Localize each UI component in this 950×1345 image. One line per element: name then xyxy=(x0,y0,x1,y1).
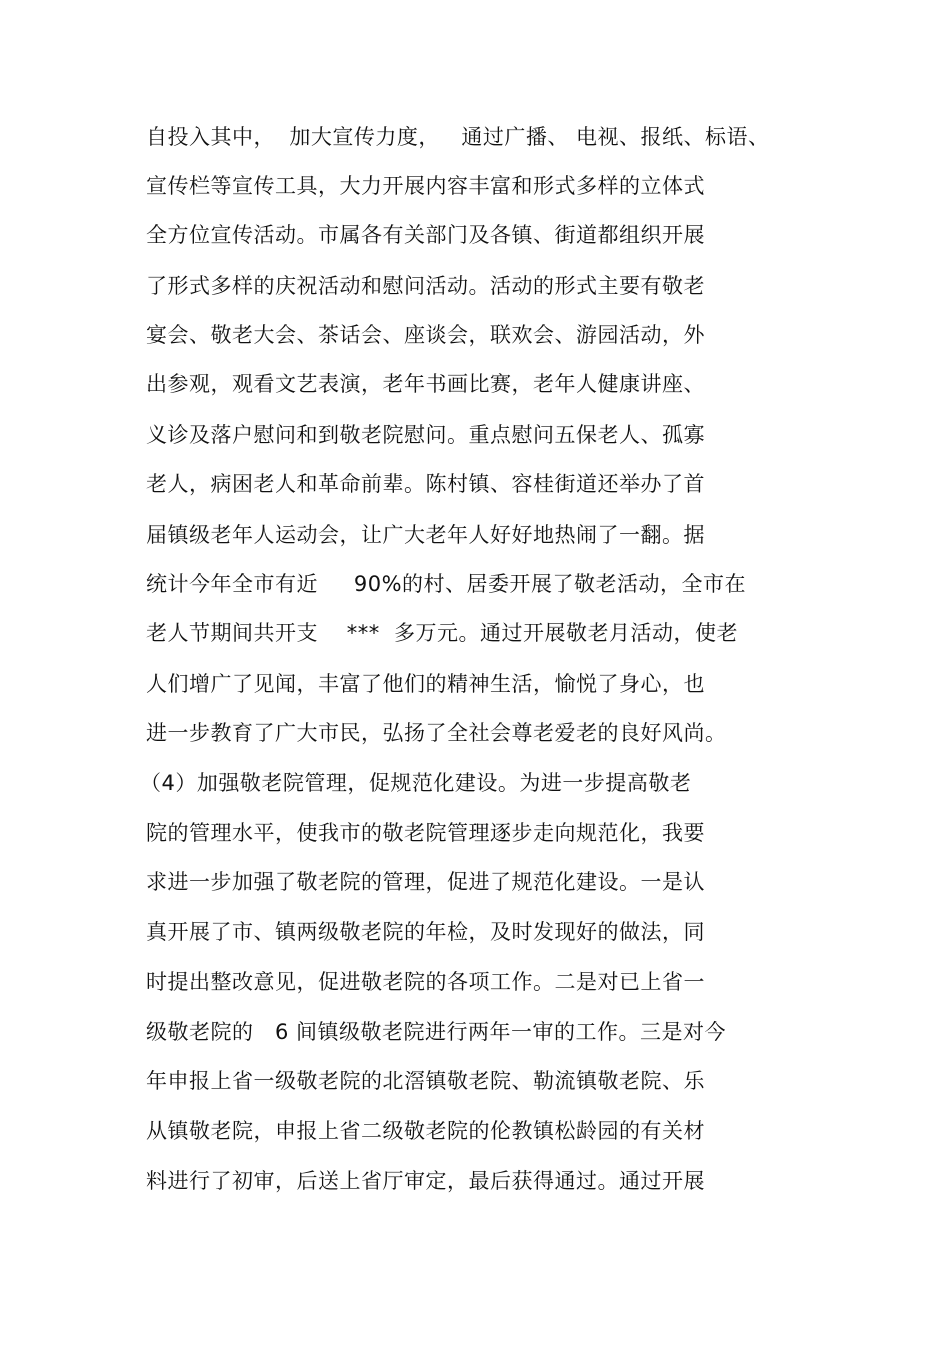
text-line-19: 级敬老院的 6 间镇级敬老院进行两年一审的工作。三是对今 xyxy=(146,1020,727,1044)
text-line-16: 求进一步加强了敬老院的管理，促进了规范化建设。一是认 xyxy=(146,870,705,894)
text-line-12: 人们增广了见闻，丰富了他们的精神生活，愉悦了身心，也 xyxy=(146,672,705,696)
text-line-9: 届镇级老年人运动会，让广大老年人好好地热闹了一翻。据 xyxy=(146,523,705,547)
text-line-2: 宣传栏等宣传工具，大力开展内容丰富和形式多样的立体式 xyxy=(146,174,705,198)
text-line-5: 宴会、敬老大会、茶话会、座谈会，联欢会、游园活动，外 xyxy=(146,323,705,347)
text-line-17: 真开展了市、镇两级敬老院的年检，及时发现好的做法，同 xyxy=(146,920,705,944)
text-line-3: 全方位宣传活动。市属各有关部门及各镇、街道都组织开展 xyxy=(146,223,705,247)
text-line-13: 进一步教育了广大市民，弘扬了全社会尊老爱老的良好风尚。 xyxy=(146,721,727,745)
text-line-8: 老人，病困老人和革命前辈。陈村镇、容桂街道还举办了首 xyxy=(146,472,705,496)
text-line-21: 从镇敬老院，申报上省二级敬老院的伦教镇松龄园的有关材 xyxy=(146,1119,705,1143)
text-line-1: 自投入其中， 加大宣传力度， 通过广播、 电视、报纸、标语、 xyxy=(146,125,770,149)
text-line-4: 了形式多样的庆祝活动和慰问活动。活动的形式主要有敬老 xyxy=(146,274,705,298)
text-line-22: 料进行了初审，后送上省厅审定，最后获得通过。通过开展 xyxy=(146,1169,705,1193)
text-line-18: 时提出整改意见，促进敬老院的各项工作。二是对已上省一 xyxy=(146,970,705,994)
text-line-7: 义诊及落户慰问和到敬老院慰问。重点慰问五保老人、孤寡 xyxy=(146,423,705,447)
text-line-10: 统计今年全市有近 90%的村、居委开展了敬老活动，全市在 xyxy=(146,572,747,596)
text-line-11: 老人节期间共开支 *** 多万元。通过开展敬老月活动，使老 xyxy=(146,621,739,645)
text-line-20: 年申报上省一级敬老院的北滘镇敬老院、勒流镇敬老院、乐 xyxy=(146,1069,705,1093)
text-line-15: 院的管理水平，使我市的敬老院管理逐步走向规范化，我要 xyxy=(146,821,705,845)
text-line-14: （4）加强敬老院管理，促规范化建设。为进一步提高敬老 xyxy=(140,771,692,795)
text-line-6: 出参观，观看文艺表演，老年书画比赛，老年人健康讲座、 xyxy=(146,372,705,396)
